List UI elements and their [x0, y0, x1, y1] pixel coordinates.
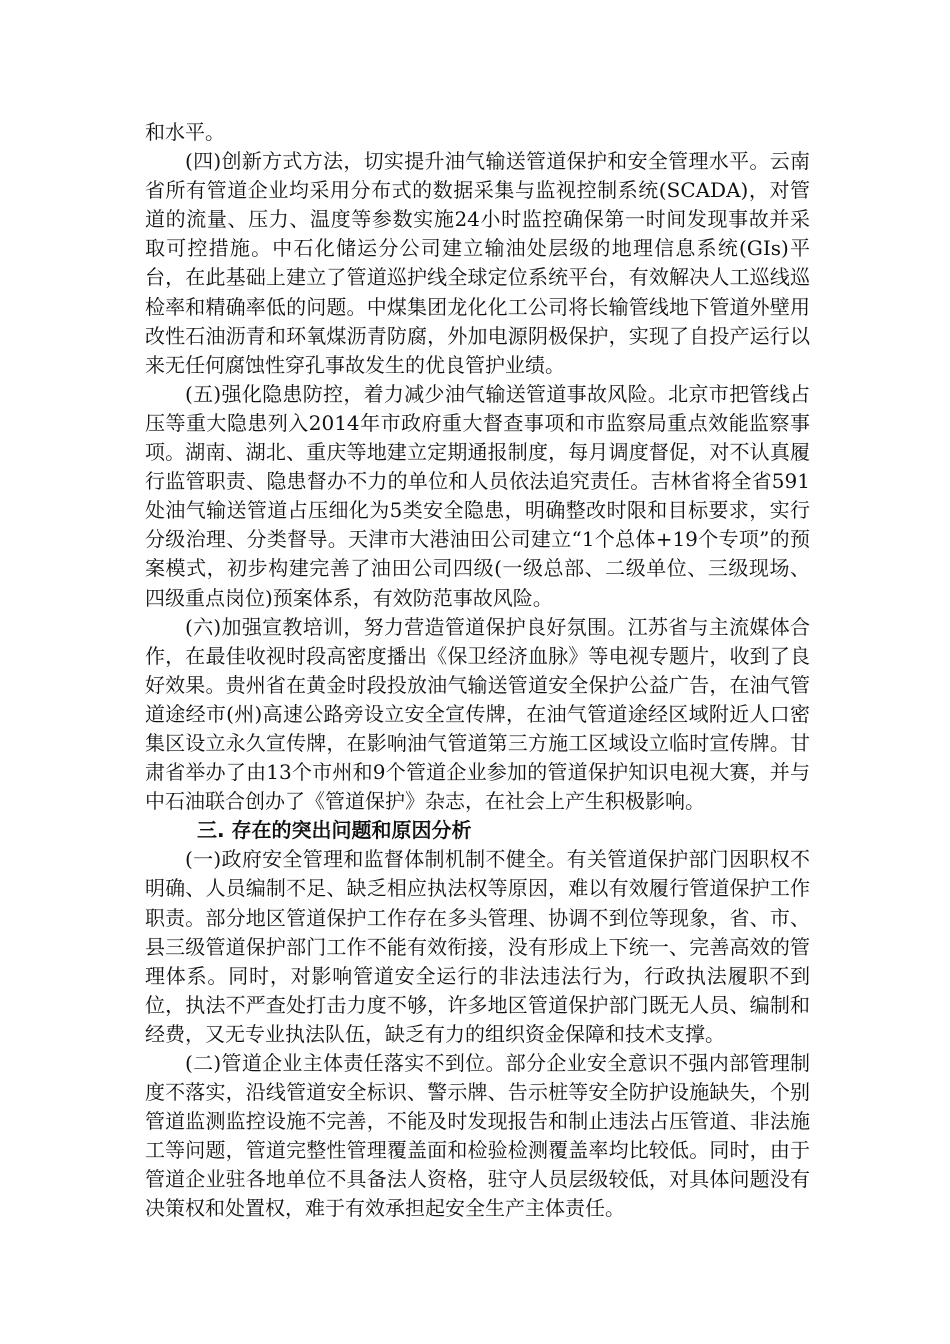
- paragraph-government-supervision: (一)政府安全管理和监督体制机制不健全。有关管道保护部门因职权不明确、人员编制不足、缺乏相应执法权等原因，难以有效履行管道保护工作职责。部分地区管道保护工作存在多头管理、协调不到位等现象，省、市、县三级管道保护部门工作不能有效衔接，没有形成上下统一、完善高效的管理体系。同时，对影响管道安全运行的非法违法行为，行政执法履职不到位，执法不严查处打击力度不够，许多地区管道保护部门既无人员、编制和经费，又无专业执法队伍，缺乏有力的组织资金保障和技术支撑。: [145, 847, 810, 1046]
- section-heading-problems: 三. 存在的突出问题和原因分析: [197, 818, 472, 843]
- continuation-text: 和水平。: [145, 120, 225, 144]
- paragraph-innovation: (四)创新方式方法，切实提升油气输送管道保护和安全管理水平。云南省所有管道企业均采用分布式的数据采集与监视控制系统(SCADA)，对管道的流量、压力、温度等参数实施24小时监控确保第一时间发现事故并采取可控措施。中石化储运分公司建立输油处层级的地理信息系统(GIs)平台，在此基础上建立了管道巡护线全球定位系统平台，有效解决人工巡线巡检率和精确率低的问题。中煤集团龙化化工公司将长输管线地下管道外壁用改性石油沥青和环氧煤沥青防腐，外加电源阴极保护，实现了自投产运行以来无任何腐蚀性穿孔事故发生的优良管护业绩。: [145, 149, 810, 377]
- paragraph-publicity-training: (六)加强宣教培训，努力营造管道保护良好氛围。江苏省与主流媒体合作，在最佳收视时段高密度播出《保卫经济血脉》等电视专题片，收到了良好效果。贵州省在黄金时段投放油气输送管道安全保护公益广告，在油气管道途经市(州)高速公路旁设立安全宣传牌，在油气管道途经区域附近人口密集区设立永久宣传牌，在影响油气管道第三方施工区域设立临时宣传牌。甘肃省举办了由13个市州和9个管道企业参加的管道保护知识电视大赛，并与中石油联合创办了《管道保护》杂志，在社会上产生积极影响。: [145, 614, 810, 814]
- paragraph-enterprise-responsibility: (二)管道企业主体责任落实不到位。部分企业安全意识不强内部管理制度不落实，沿线管道安全标识、警示牌、告示桩等安全防护设施缺失，个别管道监测监控设施不完善，不能及时发现报告和制止违法占压管道、非法施工等问题，管道完整性管理覆盖面和检验检测覆盖率均比较低。同时，由于管道企业驻各地单位不具备法人资格，驻守人员层级较低，对具体问题没有决策权和处置权，难于有效承担起安全生产主体责任。: [145, 1051, 810, 1221]
- paragraph-hazard-control: (五)强化隐患防控，着力减少油气输送管道事故风险。北京市把管线占压等重大隐患列入2014年市政府重大督查事项和市监察局重点效能监察事项。湖南、湖北、重庆等地建立定期通报制度，每月调度督促，对不认真履行监管职责、隐患督办不力的单位和人员依法追究责任。吉林省将全省591处油气输送管道占压细化为5类安全隐患，明确整改时限和目标要求，实行分级治理、分类督导。天津市大港油田公司建立“1个总体+19个专项”的预案模式，初步构建完善了油田公司四级(一级总部、二级单位、三级现场、四级重点岗位)预案体系，有效防范事故风险。: [145, 381, 810, 610]
- document-body: [145, 118, 810, 1224]
